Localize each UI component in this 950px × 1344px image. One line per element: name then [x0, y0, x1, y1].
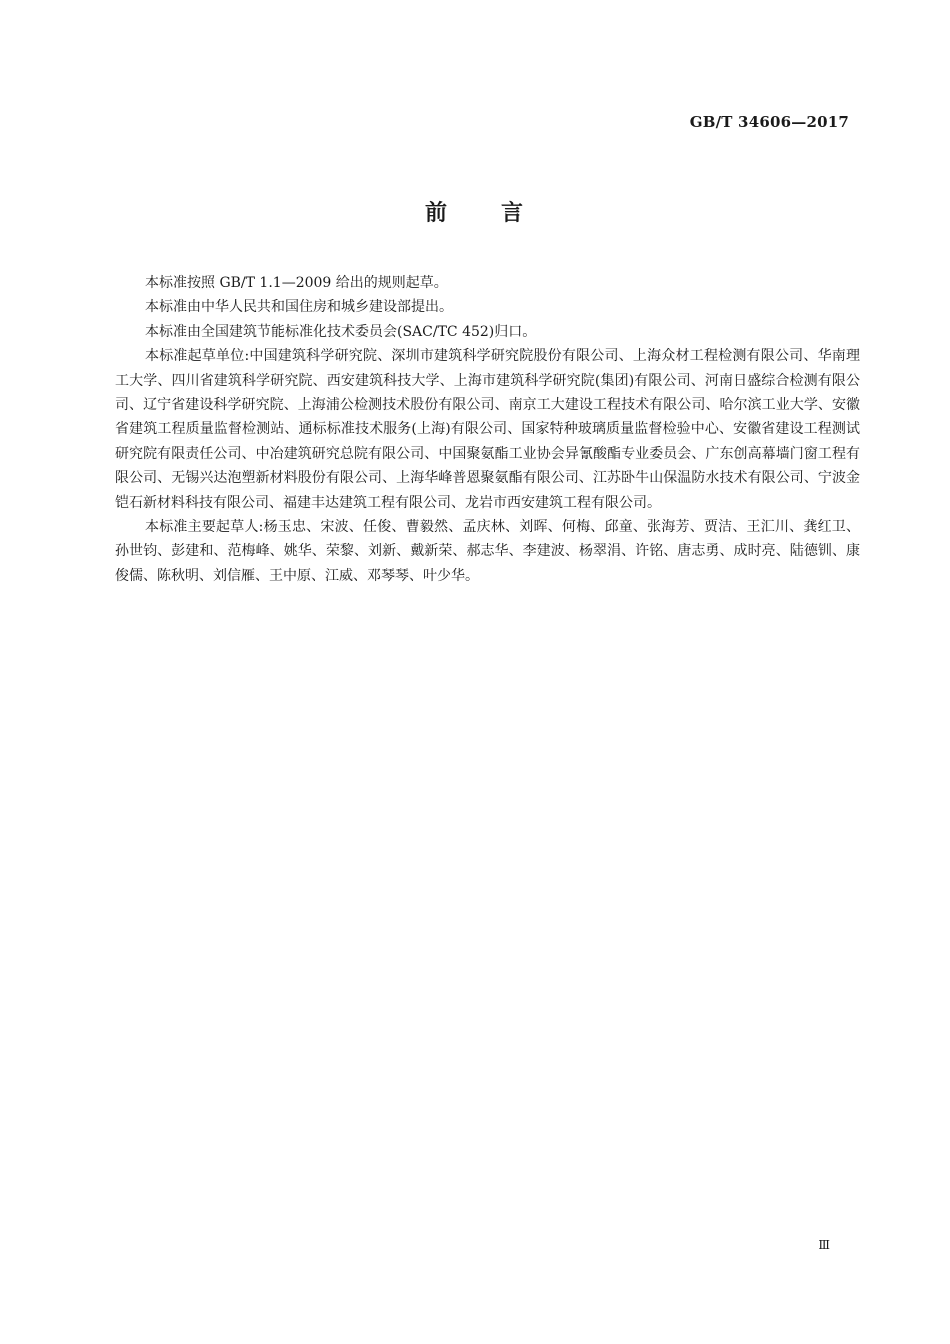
foreword-body: [115, 271, 860, 588]
paragraph-drafting-rules: 本标准按照 GB/T 1.1—2009 给出的规则起草。: [145, 275, 448, 291]
title-char-2: 言: [501, 201, 526, 226]
page-title: [0, 196, 950, 227]
paragraph-administration: 本标准由全国建筑节能标准化技术委员会(SAC/TC 452)归口。: [145, 323, 537, 340]
paragraph-proposer: 本标准由中华人民共和国住房和城乡建设部提出。: [145, 299, 453, 316]
paragraph-drafting-units: 本标准起草单位:中国建筑科学研究院、深圳市建筑科学研究院股份有限公司、上海众材工程检测有限公司、华南理工大学、四川省建筑科学研究院、西安建筑科技大学、上海市建筑科学研究院(集团)有限公司、河南日盛综合检测有限公司、辽宁省建设科学研究院、上海浦公检测技术股份有限公司、南京工大建设工程技术有限公司、哈尔滨工业大学、安徽省建筑工程质量监督检测站、通标标准技术服务(上海)有限公司、国家特种玻璃质量监督检验中心、安徽省建设工程测试研究院有限责任公司、中冶建筑研究总院有限公司、中国聚氨酯工业协会异氰酸酯专业委员会、广东创高幕墙门窗工程有限公司、无锡兴达泡塑新材料股份有限公司、上海华峰普恩聚氨酯有限公司、江苏卧牛山保温防水技术有限公司、宁波金铠石新材料科技有限公司、福建丰达建筑工程有限公司、龙岩市西安建筑工程有限公司。: [115, 348, 860, 511]
standard-code: GB/T 34606—2017: [689, 113, 849, 131]
title-char-1: 前: [424, 201, 449, 226]
paragraph-drafters: 本标准主要起草人:杨玉忠、宋波、任俊、曹毅然、孟庆林、刘晖、何梅、邱童、张海芳、贾洁、王汇川、龚红卫、孙世钧、彭建和、范梅峰、姚华、荣黎、刘新、戴新荣、郝志华、李建波、杨翠涓、许铭、唐志勇、成时亮、陆德钏、康俊儒、陈秋明、刘信雁、王中原、江威、邓琴琴、叶少华。: [115, 519, 860, 584]
page-number: Ⅲ: [818, 1238, 830, 1252]
